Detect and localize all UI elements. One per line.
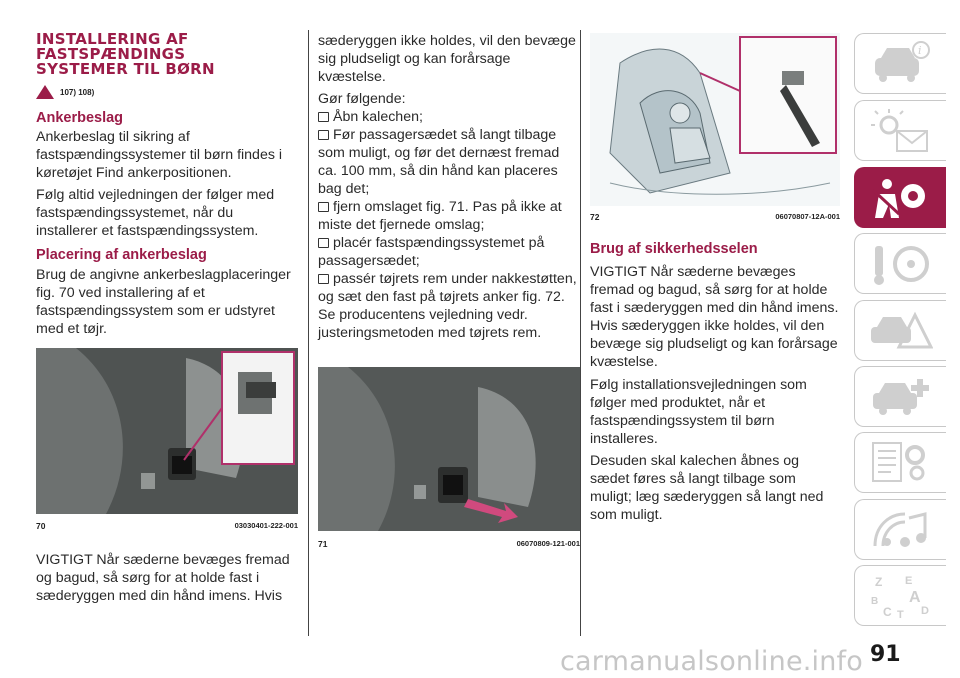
figure-number: 72: [590, 212, 600, 222]
heading-placering: Placering af ankerbeslag: [36, 247, 207, 263]
child-seat-illustration: [590, 33, 840, 206]
figure-71-caption: [318, 539, 580, 549]
paragraph: VIGTIGT Når sæderne bevæges fremad og bagud, så sørg for at holde fast i sæderyggen med din hånd imens. Hvis: [36, 552, 290, 604]
figure-70-caption: [36, 521, 298, 531]
figure-71-image: [318, 367, 580, 531]
svg-text:E: E: [905, 575, 913, 587]
paragraph: Gør følgende:: [318, 91, 406, 107]
tab-index[interactable]: [854, 565, 946, 626]
svg-text:Z: Z: [875, 575, 883, 589]
warning-reference: [36, 85, 94, 99]
svg-text:B: B: [871, 596, 879, 607]
figure-code: 06070807-12A-001: [775, 212, 840, 221]
column-divider: [580, 30, 581, 636]
watermark: carmanualsonline.info: [560, 646, 863, 677]
breakdown-icon: [869, 307, 933, 355]
warning-lights-icon: [869, 107, 933, 155]
checkbox-bullet-icon: [318, 238, 329, 248]
paragraph: Desuden skal kalechen åbnes og sædet føres så langt tilbage som muligt; læg sæderyggen så langt ned som muligt.: [590, 453, 824, 523]
list-item: Før passagersædet så langt tilbage som muligt, og før det dernæst fremad ca. 100 mm, så din hånd kan placeres bag det;: [318, 127, 560, 197]
paragraph: Ankerbeslag til sikring af fastspændingssystemer til børn findes i køretøjet Find ankerpositionen.: [36, 129, 283, 181]
figure-code: 03030401-222-001: [234, 521, 298, 530]
figure-number: 70: [36, 521, 46, 531]
heading-sikkerhedsselen: Brug af sikkerhedsselen: [590, 241, 758, 257]
checkbox-bullet-icon: [318, 112, 329, 122]
svg-text:C: C: [883, 605, 892, 619]
list-item: Åbn kalechen;: [318, 108, 580, 126]
alphabetical-index-icon: [869, 572, 933, 620]
key-steering-icon: [869, 240, 933, 288]
figure-code: 06070809-121-001: [516, 539, 580, 548]
column-divider: [308, 30, 309, 636]
bullet-list: [318, 108, 580, 342]
tab-technical-data[interactable]: [854, 432, 946, 493]
figure-72-image: [590, 33, 840, 206]
cover-removal-illustration: [318, 367, 580, 531]
paragraph: Følg altid vejledningen der følger med fastspændingssystemet, når du installerer et fastspændingssystem.: [36, 187, 275, 239]
checkbox-bullet-icon: [318, 202, 329, 212]
list-item: fjern omslaget fig. 71. Pas på ikke at miste det fjernede omslag;: [318, 199, 562, 233]
tab-multimedia[interactable]: [854, 499, 946, 560]
section-title-line-2: FASTSPÆNDINGS: [36, 45, 186, 63]
car-info-icon: [869, 40, 933, 88]
multimedia-icon: [869, 506, 933, 554]
car-service-icon: [869, 373, 933, 421]
svg-text:A: A: [909, 589, 921, 606]
anchor-figure-illustration: [36, 348, 298, 514]
paragraph: Følg installationsvejledningen som følger med produktet, når et fastspændingssystem til børn installeres.: [590, 377, 807, 447]
warning-refs[interactable]: 107) 108): [60, 87, 95, 97]
page-number: 91: [870, 642, 901, 667]
figure-72-caption: [590, 212, 840, 222]
section-title-line-3: SYSTEMER TIL BØRN: [36, 60, 215, 78]
tab-car-info[interactable]: [854, 33, 946, 94]
heading-ankerbeslag: Ankerbeslag: [36, 110, 124, 126]
list-item: placér fastspændingssystemet på passagersædet;: [318, 235, 545, 269]
section-title: [36, 32, 298, 77]
list-item: passér tøjrets rem under nakkestøtten, og sæt den fast på tøjrets anker fig. 72. Se producentens vejledning vedr. justeringsmetoden med tøjrets rem.: [318, 271, 577, 341]
warning-triangle-icon: [36, 85, 54, 99]
paragraph: sæderyggen ikke holdes, vil den bevæge sig pludseligt og kan forårsage kvæstelse.: [318, 33, 576, 85]
figure-70-image: [36, 348, 298, 514]
paragraph: Brug de angivne ankerbeslagplaceringer fig. 70 ved installering af et fastspændingssystem som er udstyret med et tøjr.: [36, 267, 291, 337]
section-title-line-1: INSTALLERING AF: [36, 30, 189, 48]
svg-text:i: i: [918, 44, 922, 57]
tab-safety[interactable]: [854, 167, 946, 228]
svg-text:T: T: [897, 609, 904, 620]
svg-text:D: D: [921, 605, 929, 617]
tab-warning-lights[interactable]: [854, 100, 946, 161]
figure-number: 71: [318, 539, 328, 549]
paragraph: VIGTIGT Når sæderne bevæges fremad og bagud, så sørg for at holde fast i sæderyggen med din hånd imens. Hvis sæderyggen ikke holdes, vil den bevæge sig pludseligt og kan forårsage kvæstelse.: [590, 264, 839, 370]
tab-emergency[interactable]: [854, 300, 946, 361]
tab-maintenance[interactable]: [854, 366, 946, 427]
tab-starting-driving[interactable]: [854, 233, 946, 294]
seatbelt-airbag-icon: [869, 174, 933, 222]
checkbox-bullet-icon: [318, 274, 329, 284]
technical-data-icon: [869, 439, 933, 487]
checkbox-bullet-icon: [318, 130, 329, 140]
